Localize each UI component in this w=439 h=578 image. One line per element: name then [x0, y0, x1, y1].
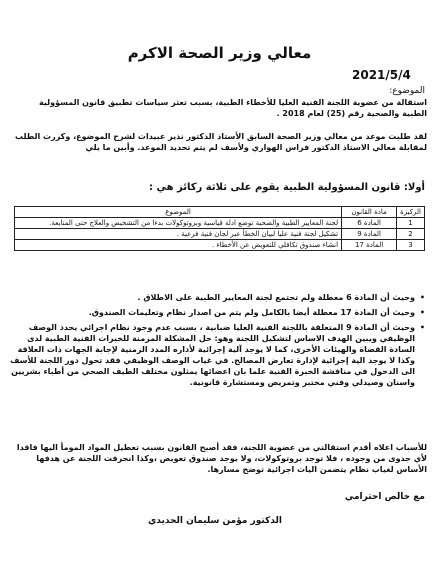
letter-recipient-title: معالي وزير الصحة الاكرم	[127, 44, 312, 62]
pillars-table	[14, 206, 425, 251]
list-item: • وحيث أن المادة 6 معطلة ولم تجتمع لجنة المعايير الطبية على الاطلاق .	[3, 292, 415, 303]
conclusion-paragraph: للأسباب اعلاه أقدم استقالتي من عضوية اللجنة، فقد أصبح القانون بسبب تعطيل المواد المومأ اليها فاقدا لأي جدوى من وجوده ، فلا توجد بروتوكولات، ولا يوجد صندوق تعويض ،وكذا انحرفت اللجنة عن هدفها الأساس لغياب نظام يتضمن اليات اجرائية توضح مسارها.	[16, 443, 427, 474]
table-row	[15, 229, 425, 240]
row-number: 2	[397, 229, 425, 240]
row-article: المادة 9	[342, 229, 397, 240]
table-row	[15, 218, 425, 229]
list-item: • وحيث أن المادة 17 معطلة أيضا بالكامل ولم يتم من اصدار نظام وتعليمات الصندوق.	[3, 307, 415, 318]
list-item: • وحيث أن المادة 9 المتعلقة باللجنة الفنية العليا ضبابية ، بسبب عدم وجود نظام اجرائي يحدد الوصف الوظيفي ويبين الهدف الاساس لتشكيل اللجنة وهو: حل المشكلة المزمنة للخبرات الفنية الطبية لدى السادة القضاة والهيئات الأخرى، كما لا يوجد آلية إجرائية لأداره المدد الزمنية لإجابة الجهات ذات العلاقة وكذا لا يوجد الية إجرائية لإدارة تعارض المصالح. في غياب الوصف الوظيفي فقد تحول دور اللجنة للأسف الى الدخول في منافشة الخبرة الفنية علما بان اعضائها يمثلون مختلف الطيف الصحي من أطباء بشريين واسنان وصيدلي وفني مختبر وتمريض ومستشارة قانونية.	[3, 322, 415, 388]
closing-line: مع خالص احترامي	[344, 492, 425, 502]
header-topic: الموضوع	[15, 207, 342, 218]
appointment-paragraph: لقد طلبت موعد من معالي وزير الصحة السابق الأستاذ الدكتور نذير عبيدات لشرح الموضوع، وكررت الطلب لمقابلة معالي الاستاذ الدكتور فراس الهواري ولأسف لم يتم تحديد الموعد. وأبين ما يلي	[14, 132, 427, 152]
row-topic: لجنة المعايير الطبية والصحية توضع ادلة قياسية وبروتوكولات بدءا من التشخيص والعلاج حتى المتابعة.	[15, 218, 342, 229]
table-header-row	[15, 207, 425, 218]
header-number: الركيزة	[397, 207, 425, 218]
row-number: 3	[397, 240, 425, 251]
letter-date: 2021/5/4	[352, 68, 411, 82]
resignation-paragraph: استقالة من عضوية اللجنة الفنية العليا للأخطاء الطبية، بسبب تعثر سياسات تطبيق قانون المسؤولية الطبية والصحية رقم (25) لعام 2018 .	[38, 98, 427, 118]
signature-name: الدكتور مؤمن سليمان الحديدي	[148, 516, 282, 526]
header-article: مادة القانون	[342, 207, 397, 218]
row-article: المادة 17	[342, 240, 397, 251]
row-number: 1	[397, 218, 425, 229]
pillars-heading: أولا: قانون المسؤولية الطبية يقوم على ثلاثة ركائز هي :	[149, 182, 425, 193]
subject-label: الموضوع:	[389, 86, 425, 96]
row-topic: انشاء صندوق تكافلي للتعويض عن الأخطاء .	[15, 240, 342, 251]
reasons-list	[3, 292, 427, 392]
row-article: المادة 6	[342, 218, 397, 229]
table-row	[15, 240, 425, 251]
row-topic: تشكيل لجنة فنية عليا لبيان الخطأ عبر لجان فنية فرعية .	[15, 229, 342, 240]
